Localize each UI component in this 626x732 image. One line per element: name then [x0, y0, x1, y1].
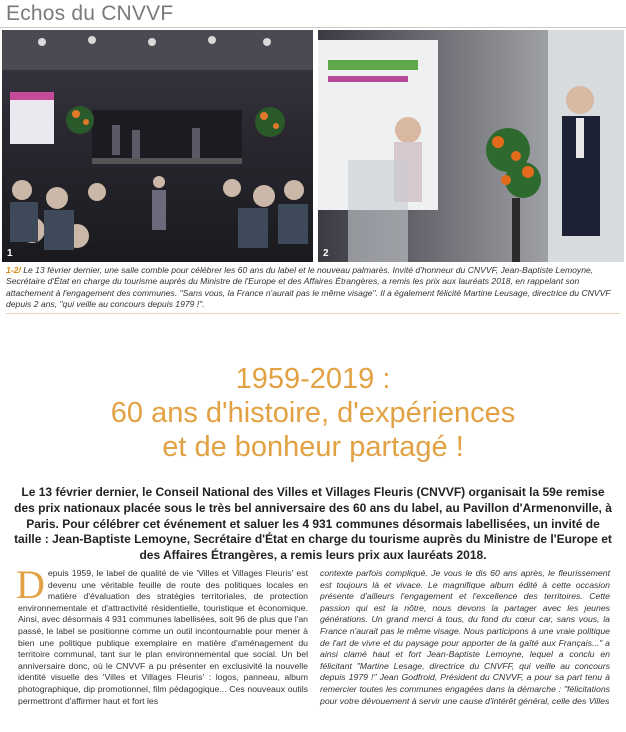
section-divider — [6, 313, 620, 314]
body-text-left: epuis 1959, le label de qualité de vie 'Villes et Villages Fleuris' est devenu une véritable feuille de route des politiques locales en matière d'évaluation des stratégies territoriales, de protection environnementale et d'attractivité résidentielle, touristique et économique. Ainsi, avec désormais 4 931 communes labellisées, soit 96 de plus que l'an passé, le label se positionne comme un outil incontournable pour mener à bien une politique publique exemplaire en matière d'aménagement du territoire communal, tant sur le plan environnemental que social. Un bel anniversaire donc, où le CNVVF a pu présenter en exclusivité la nouvelle identité visuelle des 'Villes et Villages Fleuris' : logos, panneau, album photographique, dip promotionnel, film pédagogique... Ces nouveaux outils permettront d'affirmer haut et fort les — [18, 568, 308, 706]
article-headline — [0, 362, 626, 464]
photo-number: 2 — [323, 248, 329, 259]
headline-line-3: et de bonheur partagé ! — [162, 431, 464, 463]
body-column-left — [16, 562, 308, 707]
article-intro: Le 13 février dernier, le Conseil National des Villes et Villages Fleuris (CNVVF) organisait la 59e remise des prix nationaux placée sous le très bel anniversaire des 60 ans du label, au Pavillon d'Armenonville, à Paris. Pour célébrer cet événement et saluer les 4 931 communes désormais labellisées, un invité de taille : Jean-Baptiste Lemoyne, Secrétaire d'État en charge du tourisme auprès du Ministre de l'Europe et des Affaires Étrangères, a remis leurs prix aux lauréats 2018. — [14, 485, 612, 563]
section-title: Echos du CNVVF — [6, 2, 174, 25]
dropcap: D — [16, 562, 45, 607]
headline-line-1: 1959-2019 : — [235, 363, 391, 395]
caption-ref: 1-2/ — [6, 265, 21, 275]
photo-speech — [318, 30, 624, 262]
body-column-right: contexte parfois compliqué. Je vous le dis 60 ans après, le fleurissement est toujours là et vivace. Le magnifique album édité à cette occasion présente d'ailleurs l'engagement et l'excellence des territoires. Cette passion qui est la nôtre, nous devons la partager avec les jeunes générations. Un grand merci à tous, du fond du cœur car, sans vous, la France n'aurait pas le même visage. Nous participons à une vraie politique de l'art de vivre et du paysage pour apporter de la gaîté aux Français..." a ainsi clamé haut et fort Jean-Baptiste Lemoyne, lequel a conclu en félicitant "Martine Lesage, directrice du CNVFF, qui veille au concours depuis 1979 !" Jean Godfroid, Président du CNVVF, a pour sa part tenu à remercier toutes les communes engagées dans la démarche : "félicitations pour votre dévouement à servir une cause d'intérêt général, celle des Villes — [320, 568, 610, 706]
photo-number: 1 — [7, 248, 13, 259]
headline-line-2: 60 ans d'histoire, d'expériences — [110, 397, 516, 429]
page-header — [0, 0, 626, 28]
header-divider — [0, 27, 626, 28]
photo-caption — [6, 265, 620, 311]
photo-event-hall — [2, 30, 313, 262]
caption-text: Le 13 février dernier, une salle comble pour célébrer les 60 ans du label et le nouveau palmarès. Invité d'honneur du CNVVF, Jean-Baptiste Lemoyne, Secrétaire d'État en charge du tourisme auprès du Ministre de l'Europe et des Affaires Étrangères, a remis les prix aux lauréats 2018, en rappelant son attachement à l'engagement des communes. "Sans vous, la France n'aurait pas le même visage". Il a également félicité Martine Leusage, directrice du CNVVF depuis 2 ans, "qui veille au concours depuis 1979 !". — [6, 265, 611, 310]
